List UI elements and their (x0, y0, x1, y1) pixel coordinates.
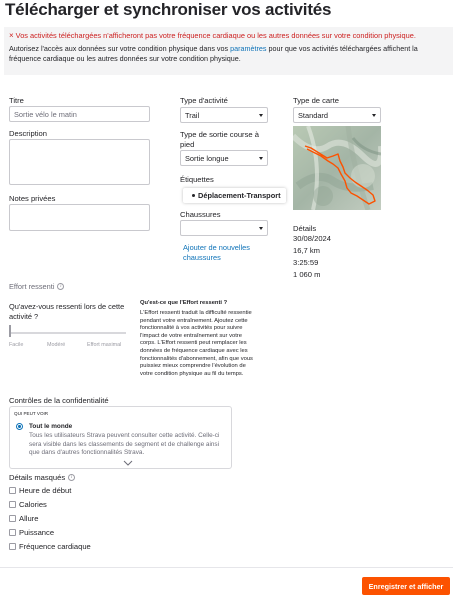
hide-power-checkbox[interactable] (9, 529, 16, 536)
effort-title-text: Effort ressenti (9, 282, 55, 291)
hidden-details-title (9, 473, 75, 482)
alert-desc-after: pour que vos activités téléchargées affichent la fréquence cardiaque ou les autres données sur votre condition physique. (9, 44, 418, 63)
hide-start-time-row[interactable] (9, 486, 71, 495)
effort-question: Qu'avez-vous ressenti lors de cette activité ? (9, 302, 125, 321)
add-shoes-link[interactable]: Ajouter de nouvelles chaussures (183, 243, 250, 262)
map-type-label: Type de carte (293, 96, 340, 105)
checkbox-label: Puissance (19, 528, 55, 537)
hide-heart-rate-row[interactable] (9, 542, 91, 551)
hide-heart-rate-checkbox[interactable] (9, 543, 16, 550)
description-textarea[interactable] (9, 139, 150, 185)
footer-divider (0, 567, 453, 568)
alert-banner (4, 27, 453, 75)
privacy-selector[interactable] (9, 406, 232, 469)
private-notes-label: Notes privées (9, 194, 56, 203)
effort-info-title: Qu'est-ce que l'Effort ressenti ? (140, 300, 228, 306)
run-type-label: Type de sortie course à pied (180, 130, 259, 149)
map-type-select[interactable] (293, 107, 381, 123)
effort-slider-track[interactable] (9, 332, 126, 334)
effort-label-moderate: Modéré (47, 342, 66, 348)
detail-distance: 16,7 km (293, 246, 321, 255)
checkbox-label: Calories (19, 500, 47, 509)
effort-label-easy: Facile (9, 342, 24, 348)
hide-power-row[interactable] (9, 528, 54, 537)
effort-title (9, 282, 64, 291)
map-type-value: Standard (298, 110, 328, 120)
tag-label: Déplacement-Transport (198, 191, 281, 200)
chevron-down-icon (259, 227, 263, 230)
hide-calories-row[interactable] (9, 500, 47, 509)
route-map (293, 126, 381, 210)
settings-link[interactable]: paramètres (230, 44, 267, 53)
hide-pace-row[interactable] (9, 514, 38, 523)
run-type-value: Sortie longue (185, 153, 229, 163)
save-and-view-button[interactable]: Enregistrer et afficher (362, 577, 450, 595)
detail-duration: 3:25:59 (293, 258, 319, 267)
page-title: Télécharger et synchroniser vos activités (5, 0, 332, 19)
privacy-title: Contrôles de la confidentialité (9, 396, 109, 405)
title-label: Titre (9, 96, 24, 105)
shoes-select[interactable] (180, 220, 268, 236)
activity-type-value: Trail (185, 110, 200, 120)
map-image (293, 126, 381, 210)
chevron-down-icon[interactable] (123, 460, 133, 466)
title-input[interactable]: Sortie vélo le matin (9, 106, 150, 122)
details-heading: Détails (293, 224, 317, 233)
hidden-details-title-text: Détails masqués (9, 473, 66, 482)
tag-dot-icon (192, 194, 195, 197)
shoes-label: Chaussures (180, 210, 221, 219)
hide-pace-checkbox[interactable] (9, 515, 16, 522)
detail-elevation: 1 060 m (293, 270, 321, 279)
hide-start-time-checkbox[interactable] (9, 487, 16, 494)
activity-type-select[interactable] (180, 107, 268, 123)
hide-calories-checkbox[interactable] (9, 501, 16, 508)
description-label: Description (9, 129, 47, 138)
detail-date: 30/08/2024 (293, 234, 332, 243)
checkbox-label: Heure de début (19, 486, 72, 495)
alert-desc-before: Autorisez l'accès aux données sur votre condition physique dans vos (9, 44, 231, 53)
checkbox-label: Allure (19, 514, 39, 523)
close-icon[interactable]: × (9, 31, 14, 40)
who-can-see-label: QUI PEUT VOIR (14, 411, 49, 416)
chevron-down-icon (259, 114, 263, 117)
checkbox-label: Fréquence cardiaque (19, 542, 91, 551)
info-icon[interactable]: i (68, 474, 75, 481)
private-notes-textarea[interactable] (9, 204, 150, 231)
chevron-down-icon (372, 114, 376, 117)
effort-label-max: Effort maximal (87, 342, 122, 348)
alert-warning-text: Vos activités téléchargées n'afficheront pas votre fréquence cardiaque ou les autres données sur votre condition physique. (15, 31, 416, 40)
activity-type-label: Type d'activité (180, 96, 228, 105)
privacy-option-desc: Tous les utilisateurs Strava peuvent consulter cette activité. Celle-ci sera visible dans les classements de segment et de challenge ainsi que dans d'autres fonctionnalités Strava. (29, 432, 220, 457)
info-icon[interactable]: i (57, 283, 64, 290)
tag-chip[interactable] (183, 188, 286, 203)
alert-warning (9, 31, 448, 41)
effort-info-body: L'Effort ressenti traduit la difficulté ressentie pendant votre entraînement. Ajoutez cette fonctionnalité à vos activités pour suivre l'impact de votre entraînement sur votre corps. L'Effort ressenti peut remplacer les données de fréquence cardiaque avec les fonctionnalités d'abonnement, afin que vous puissiez mieux comprendre l'évolution de votre condition physique au fil du temps. (140, 310, 253, 377)
tags-label: Étiquettes (180, 175, 214, 184)
chevron-down-icon (259, 157, 263, 160)
radio-everyone[interactable] (16, 423, 23, 430)
privacy-option-label: Tout le monde (29, 423, 73, 430)
effort-slider-handle[interactable] (9, 325, 11, 337)
alert-description (9, 44, 448, 64)
run-type-select[interactable] (180, 150, 268, 166)
